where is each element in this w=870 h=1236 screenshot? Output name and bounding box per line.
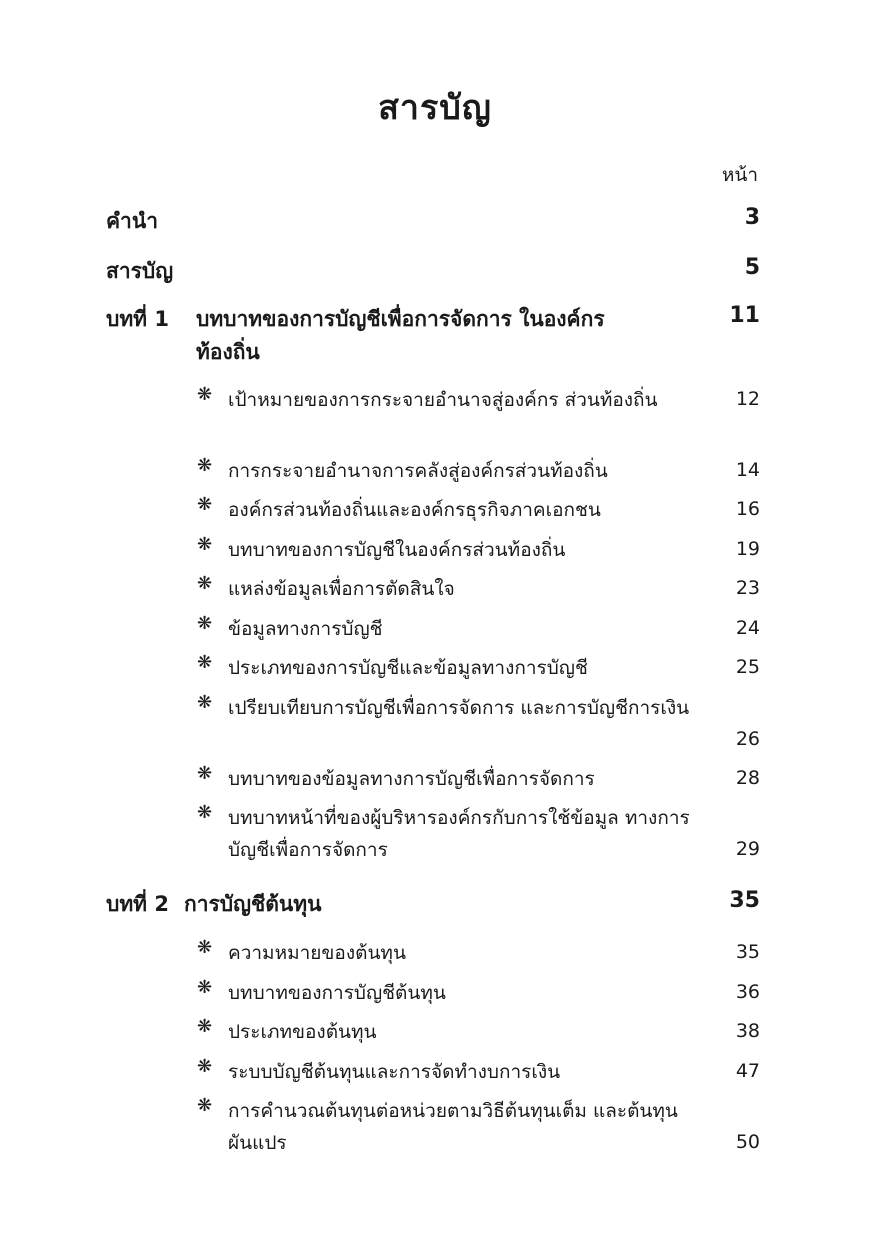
asterisk-flower-icon: ❋ xyxy=(197,455,213,476)
asterisk-flower-icon: ❋ xyxy=(197,1056,213,1077)
toc-page-number: 29 xyxy=(735,838,760,860)
toc-item-text: บทบาทของการบัญชีในองค์กรส่วนท้องถิ่น xyxy=(228,539,566,561)
asterisk-flower-icon: ❋ xyxy=(197,937,213,958)
chapter-title: บทบาทของการบัญชีเพื่อการจัดการ ในองค์กรท้องถิ่น xyxy=(196,307,605,364)
toc-item-text: ประเภทของต้นทุน xyxy=(228,1021,377,1043)
chapter-title: การบัญชีต้นทุน xyxy=(184,892,322,916)
toc-item-text: เป้าหมายของการกระจายอำนาจสู่องค์กร ส่วนท้องถิ่น xyxy=(228,389,658,411)
toc-item-text: องค์กรส่วนท้องถิ่นและองค์กรธุรกิจภาคเอกชน xyxy=(228,499,601,521)
toc-page-number: 36 xyxy=(735,981,760,1003)
asterisk-flower-icon: ❋ xyxy=(197,802,213,823)
toc-page-number: 16 xyxy=(735,498,760,520)
toc-page-number: 11 xyxy=(729,303,760,328)
toc-item-text: การคำนวณต้นทุนต่อหน่วยตามวิธีต้นทุนเต็ม และต้นทุนผันแปร xyxy=(228,1100,678,1154)
toc-item-text: ข้อมูลทางการบัญชี xyxy=(228,618,383,640)
toc-page-number: 38 xyxy=(735,1020,760,1042)
asterisk-flower-icon: ❋ xyxy=(197,692,213,713)
toc-item-text: บทบาทของการบัญชีต้นทุน xyxy=(228,982,446,1004)
toc-item-text: เปรียบเทียบการบัญชีเพื่อการจัดการ และการบัญชีการเงิน xyxy=(228,697,690,719)
toc-item-text: บทบาทหน้าที่ของผู้บริหารองค์กรกับการใช้ข้อมูล ทางการบัญชีเพื่อการจัดการ xyxy=(228,807,690,861)
asterisk-flower-icon: ❋ xyxy=(197,1095,213,1116)
page-title: สารบัญ xyxy=(378,88,492,128)
asterisk-flower-icon: ❋ xyxy=(197,384,213,405)
toc-entry-label: คำนำ xyxy=(106,209,158,233)
toc-page-number: 23 xyxy=(735,577,760,599)
page-column-header: หน้า xyxy=(721,164,758,186)
asterisk-flower-icon: ❋ xyxy=(197,613,213,634)
toc-item-text: แหล่งข้อมูลเพื่อการตัดสินใจ xyxy=(228,578,455,600)
asterisk-flower-icon: ❋ xyxy=(197,494,213,515)
toc-page-number: 50 xyxy=(735,1131,760,1153)
toc-page-number: 47 xyxy=(735,1060,760,1082)
toc-item-text: ประเภทของการบัญชีและข้อมูลทางการบัญชี xyxy=(228,657,588,679)
chapter-number: บทที่ 2 xyxy=(106,892,169,916)
toc-page-number: 25 xyxy=(735,656,760,678)
toc-page-number: 24 xyxy=(735,617,760,639)
chapter-number: บทที่ 1 xyxy=(106,307,169,331)
asterisk-flower-icon: ❋ xyxy=(197,573,213,594)
asterisk-flower-icon: ❋ xyxy=(197,652,213,673)
toc-page-number: 3 xyxy=(744,205,760,230)
toc-page-number: 5 xyxy=(744,255,760,280)
toc-item-text: ระบบบัญชีต้นทุนและการจัดทำงบการเงิน xyxy=(228,1061,561,1083)
toc-page-number: 26 xyxy=(735,728,760,750)
toc-item-text: ความหมายของต้นทุน xyxy=(228,942,406,964)
toc-item-text: บทบาทของข้อมูลทางการบัญชีเพื่อการจัดการ xyxy=(228,768,595,790)
toc-item-text: การกระจายอำนาจการคลังสู่องค์กรส่วนท้องถิ่น xyxy=(228,460,608,482)
toc-page-number: 12 xyxy=(735,388,760,410)
asterisk-flower-icon: ❋ xyxy=(197,763,213,784)
toc-page-number: 14 xyxy=(735,459,760,481)
toc-page-number: 35 xyxy=(729,888,760,913)
toc-entry-label: สารบัญ xyxy=(106,259,174,283)
toc-page-number: 19 xyxy=(735,538,760,560)
toc-page-number: 28 xyxy=(735,767,760,789)
asterisk-flower-icon: ❋ xyxy=(197,1016,213,1037)
toc-page-number: 35 xyxy=(735,941,760,963)
asterisk-flower-icon: ❋ xyxy=(197,977,213,998)
asterisk-flower-icon: ❋ xyxy=(197,534,213,555)
